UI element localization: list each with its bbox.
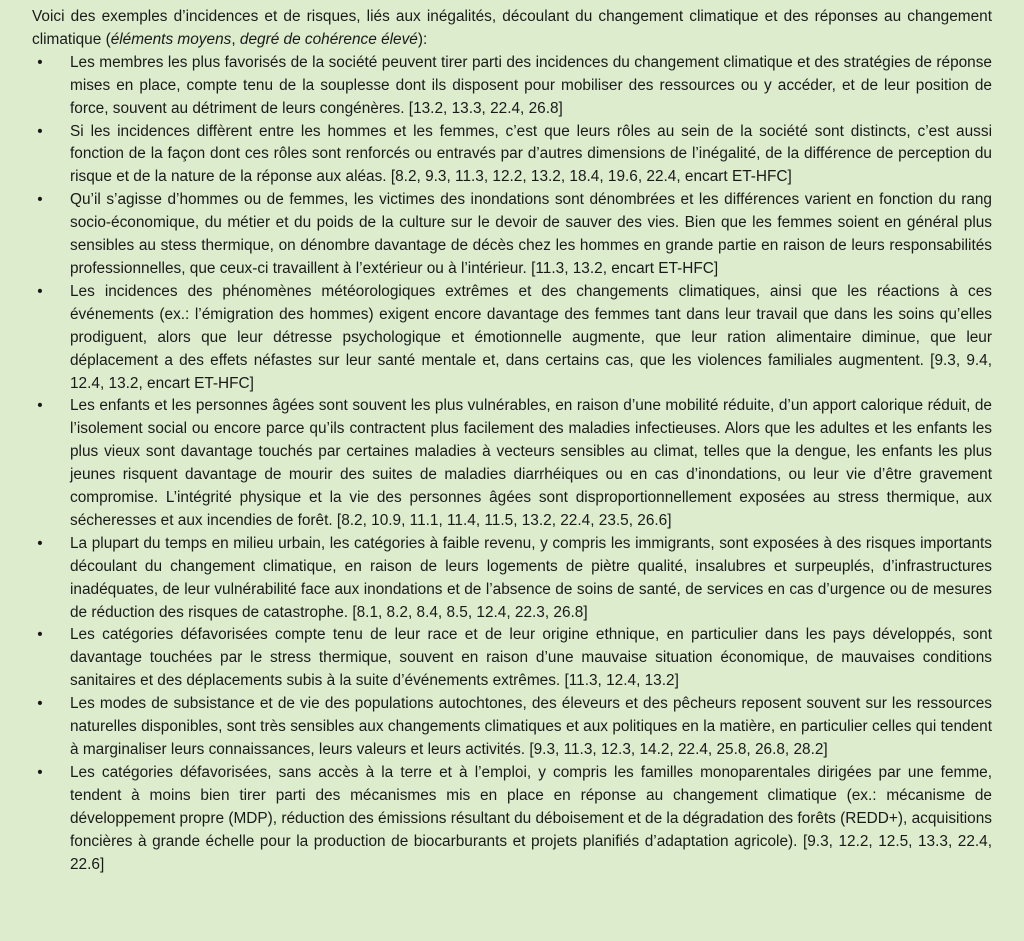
bullet-icon: • [37,626,43,644]
list-item-text: Les catégories défavorisées compte tenu de leur race et de leur origine ethnique, en particulier dans les pays développés, sont davantage touchées par le stress thermique, souvent en raison d’une mauvaise situation économique, de mauvaises conditions sanitaires et des déplacements subis à la suite d’événements extrêmes. [11.3, 12.4, 13.2] [70,626,992,690]
list-item [32,121,992,190]
intro-tail: ): [417,30,428,48]
list-item-text: Qu’il s’agisse d’hommes ou de femmes, les victimes des inondations sont dénombrées et les différences varient en fonction du rang socio-économique, du métier et du poids de la culture sur le devoir de sauver des vies. Bien que les femmes soient en général plus sensibles au stess thermique, on dénombre davantage de décès chez les hommes en grande partie en raison de leurs responsabilités professionnelles, que ceux-ci travaillent à l’extérieur ou à l’intérieur. [11.3, 13.2, encart ET-HFC] [70,191,992,277]
bullet-icon: • [37,534,43,552]
list-item [32,624,992,693]
bullet-icon: • [37,191,43,209]
list-item [32,281,992,396]
list-item [32,395,992,532]
list-item-text: Les catégories défavorisées, sans accès à la terre et à l’emploi, y compris les familles monoparentales dirigées par une femme, tendent à moins bien tirer parti des mécanismes mis en place en réponse au changement climatique (ex.: mécanisme de développement propre (MDP), réduction des émissions résultant du déboisement et de la dégradation des forêts (REDD+), acquisitions foncières à grande échelle pour la production de biocarburants et projets planifiés d’adaptation agricole). [9.3, 12.2, 12.5, 13.3, 22.4, 22.6] [70,763,992,873]
list-item-text: Les membres les plus favorisés de la société peuvent tirer parti des incidences du changement climatique et des stratégies de réponse mises en place, compte tenu de la souplesse dont ils disposent pour mobiliser des ressources ou y accéder, et de leur position de force, souvent au détriment de leurs congénères. [13.2, 13.3, 22.4, 26.8] [70,53,992,117]
list-item [32,533,992,625]
list-item [32,189,992,281]
list-item-text: La plupart du temps en milieu urbain, les catégories à faible revenu, y compris les immigrants, sont exposées à des risques importants découlant du changement climatique, en raison de leurs logements de piètre qualité, insalubres et surpeuplés, d’infrastructures inadéquates, de leur vulnérabilité face aux inondations et de l’absence de soins de santé, de services en cas d’urgence ou de mesures de réduction des risques de catastrophe. [8.1, 8.2, 8.4, 8.5, 12.4, 22.3, 26.8] [70,534,992,621]
bullet-icon: • [37,53,43,71]
list-item-text: Les modes de subsistance et de vie des populations autochtones, des éleveurs et des pêcheurs reposent souvent sur les ressources naturelles disponibles, sont très sensibles aux changements climatiques et aux politiques en la matière, en particulier celles qui tendent à marginaliser leurs connaissances, leurs valeurs et leurs activités. [9.3, 11.3, 12.3, 14.2, 22.4, 25.8, 26.8, 28.2] [70,695,992,758]
intro-lead: Voici des exemples d’incidences et de risques, liés aux inégalités, découlant du changement climatique et des réponses au changement climatique ( [32,8,992,48]
list-item-text: Les enfants et les personnes âgées sont souvent les plus vulnérables, en raison d’une mobilité réduite, d’un apport calorique réduit, de l’isolement social ou encore parce qu’ils contractent plus facilement des maladies infectieuses. Alors que les adultes et les enfants les plus vieux sont davantage touchés par certaines maladies à vecteurs sensibles au climat, telles que la dengue, les enfants les plus jeunes risquent davantage de mourir des suites de maladies diarrhéiques ou en cas d’inondations, ou leur vie d’être gravement compromise. L’intégrité physique et la vie des personnes âgées sont disproportionnellement exposées au stress thermique, aux sécheresses et aux incendies de forêt. [8.2, 10.9, 11.1, 11.4, 11.5, 13.2, 22.4, 23.5, 26.6] [70,397,992,529]
bullet-list [32,52,992,877]
intro-separator: , [231,30,240,48]
bullet-icon: • [37,397,43,415]
intro-paragraph [32,6,992,52]
intro-emphasis-2: degré de cohérence élevé [239,30,418,48]
list-item [32,762,992,877]
bullet-icon: • [37,122,43,140]
list-item-text: Si les incidences diffèrent entre les hommes et les femmes, c’est que leurs rôles au sein de la société sont distincts, c’est aussi fonction de la façon dont ces rôles sont renforcés ou entravés par d’autres dimensions de l’inégalité, de la différence de perception du risque et de la nature de la réponse aux aléas. [8.2, 9.3, 11.3, 12.2, 13.2, 18.4, 19.6, 22.4, encart ET-HFC] [70,122,992,186]
bullet-icon: • [37,763,43,781]
bullet-icon: • [37,282,43,300]
list-item-text: Les incidences des phénomènes météorologiques extrêmes et des changements climatiques, ainsi que les réactions à ces événements (ex.: l’émigration des hommes) exigent encore davantage des femmes tant dans leur travail que dans les soins qu’elles prodiguent, alors que leur détresse psychologique et émotionnelle augmente, que leur ration alimentaire diminue, que leur déplacement a des effets néfastes sur leur santé mentale et, dans certains cas, que les violences familiales augmentent. [9.3, 9.4, 12.4, 13.2, encart ET-HFC] [70,282,992,392]
intro-emphasis-1: éléments moyens [110,30,232,48]
list-item [32,693,992,762]
list-item [32,52,992,121]
bullet-icon: • [37,695,43,713]
